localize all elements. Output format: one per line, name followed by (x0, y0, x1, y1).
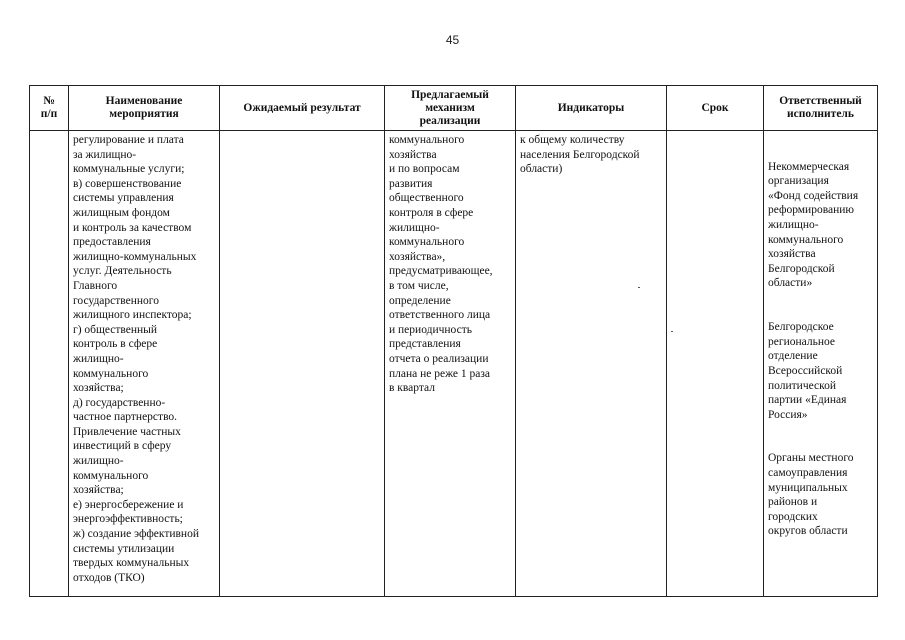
header-mechanism: Предлагаемый механизм реализации (385, 86, 516, 131)
cell-event: регулирование и плата за жилищно- коммунальные услуги; в) совершенствование системы управления жилищным фондом и контроль за качеством предоставления жилищно-коммунальных услуг. Деятельность Главного государственного жилищного инспектора; г) общественный контроль в сфере жилищно- коммунального хозяйства; д) государственно- частное партнерство. Привлечение частных инвестиций в сферу жилищно- коммунального хозяйства; е) энергосбережение и энергоэффективность; ж) создание эффективной системы утилизации твердых коммунальных отходов (ТКО) (69, 131, 220, 597)
header-responsible: Ответственный исполнитель (764, 86, 878, 131)
scan-speck (638, 287, 640, 288)
cell-deadline (667, 131, 764, 597)
cell-indicators: к общему количеству населения Белгородской области) (516, 131, 667, 597)
header-deadline: Срок (667, 86, 764, 131)
header-num: № п/п (30, 86, 69, 131)
scan-speck (671, 331, 673, 332)
cell-num (30, 131, 69, 597)
cell-result (220, 131, 385, 597)
table-header-row (30, 86, 878, 131)
header-event: Наименование мероприятия (69, 86, 220, 131)
table-row (30, 131, 878, 597)
cell-responsible (764, 131, 878, 597)
cell-mechanism: коммунального хозяйства и по вопросам развития общественного контроля в сфере жилищно- коммунального хозяйства», предусматривающее, в том числе, определение ответственного лица и периодичность представления отчета о реализации плана не реже 1 раза в квартал (385, 131, 516, 597)
responsible-party: Белгородское региональное отделение Всероссийской политической партии «Единая Россия» (768, 321, 847, 421)
responsible-party: Органы местного самоуправления муниципальных районов и городских округов области (768, 452, 854, 538)
header-result: Ожидаемый результат (220, 86, 385, 131)
responsible-party: Некоммерческая организация «Фонд содействия реформированию жилищно- коммунального хозяйства Белгородской области» (768, 160, 859, 290)
action-plan-table (29, 85, 878, 597)
header-indicators: Индикаторы (516, 86, 667, 131)
page-number: 45 (445, 33, 460, 47)
